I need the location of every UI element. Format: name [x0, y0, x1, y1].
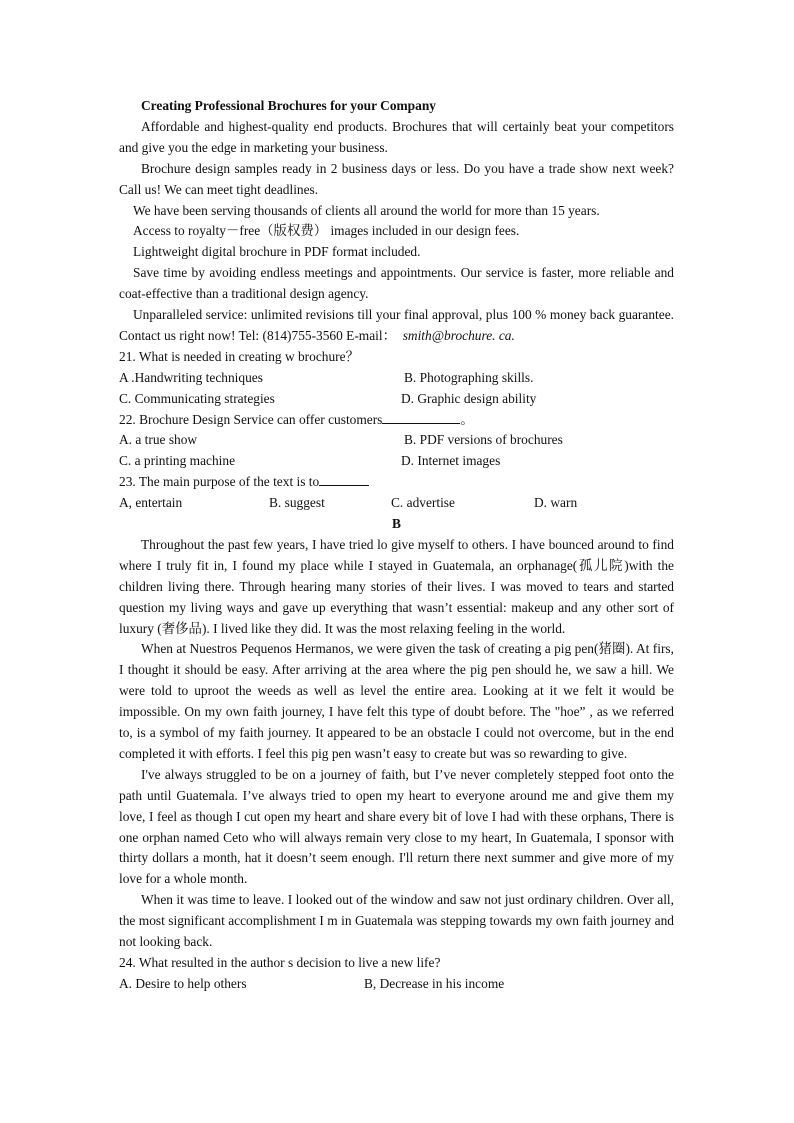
question-21-options-row-2 — [119, 389, 674, 410]
question-22-stem-end: 。 — [460, 411, 474, 427]
passage-a-contact-paragraph — [119, 305, 674, 347]
option-c: C. Communicating strategies — [119, 390, 275, 406]
option-a: A. Desire to help others — [119, 975, 247, 991]
question-24-options-row — [119, 974, 674, 995]
option-a: A. a true show — [119, 432, 198, 448]
contact-text: Unparalleled service: unlimited revisions till your final approval, plus 100 % money back guarantee. Contact us right now! Tel: (814)755-3560 E-mail： — [119, 307, 674, 343]
option-d: D. Internet images — [401, 453, 501, 469]
option-b: B, Decrease in his income — [364, 975, 505, 991]
question-23-stem — [119, 472, 674, 493]
passage-a-paragraph: Affordable and highest-quality end products. Brochures that will certainly beat your competitors and give you the edge in marketing your business. — [119, 118, 674, 155]
question-23-stem-text: 23. The main purpose of the text is to — [119, 474, 320, 490]
passage-a-paragraph: Access to royalty－free（版权费） images included in our design fees. — [133, 223, 520, 239]
option-c: C. advertise — [391, 495, 455, 511]
option-a: A, entertain — [119, 495, 183, 511]
option-b: B. PDF versions of brochures — [404, 432, 563, 448]
passage-b-paragraph: When at Nuestros Pequenos Hermanos, we were given the task of creating a pig pen(猪圈). At firs, I thought it should be easy. After arriving at the area where the pig pen should he, we saw a hill. We were told to uproot the weeds as well as level the entire area. Looking at it we felt it would be impossible. On my own faith journey, I have felt this type of doubt before. The "hoe” , as we referred to, is a symbol of my faith journey. It appeared to be an obstacle I could not overcome, but in the end completed it with efforts. I feel this pig pen wasn’t easy to create but was so rewarding to give. — [119, 641, 674, 761]
question-21-stem: 21. What is needed in creating w brochure？ — [119, 348, 359, 364]
section-b-heading: B — [392, 515, 401, 531]
passage-b-paragraph: When it was time to leave. I looked out of the window and saw not just ordinary children. Over all, the most significant accomplishment I m in Guatemala was stepping towards my own faith journey and not looking back. — [119, 892, 674, 950]
option-a: A .Handwriting techniques — [119, 369, 263, 385]
passage-a-paragraph: We have been serving thousands of clients all around the world for more than 15 years. — [133, 202, 600, 218]
answer-blank — [319, 472, 369, 486]
question-22-stem — [119, 410, 674, 431]
passage-b-paragraph: I've always struggled to be on a journey of faith, but I’ve never completely stepped foot onto the path until Guatemala. I’ve always tried to open my heart to everyone around me and give them my love, I feel as though I cut open my heart and share every bit of love I had with these orphans, There is one orphan named Ceto who will always remain very close to my heart, In Guatemala, I sponsor with thirty dollars a month, hat it doesn’t seem enough. I'll return there next summer and give more of my love for a whole month. — [119, 766, 674, 887]
passage-a-paragraph: Save time by avoiding endless meetings and appointments. Our service is faster, more reliable and coat-effective than a traditional design agency. — [119, 265, 674, 302]
option-c: C. a printing machine — [119, 453, 236, 469]
question-22-options-row-1 — [119, 430, 674, 451]
passage-a-paragraph: Lightweight digital brochure in PDF format included. — [133, 244, 421, 260]
question-24-stem: 24. What resulted in the author s decision to live a new life? — [119, 955, 441, 970]
passage-a-title: Creating Professional Brochures for your Company — [141, 98, 436, 113]
answer-blank — [382, 410, 460, 424]
document-page — [119, 96, 674, 995]
question-21-options-row-1 — [119, 368, 674, 389]
question-23-options-row — [119, 493, 674, 514]
contact-email: smith@brochure. ca. — [402, 327, 515, 343]
option-d: D. warn — [534, 495, 578, 511]
passage-a-paragraph: Brochure design samples ready in 2 business days or less. Do you have a trade show next week? Call us! We can meet tight deadlines. — [119, 160, 674, 197]
option-d: D. Graphic design ability — [401, 390, 537, 406]
question-22-options-row-2 — [119, 451, 674, 472]
option-b: B. suggest — [269, 495, 325, 511]
option-b: B. Photographing skills. — [404, 369, 534, 385]
passage-b-paragraph: Throughout the past few years, I have tried lo give myself to others. I have bounced around to find where I truly fit in, I found my place while I stayed in Guatemala, an orphanage(孤儿院)with the children living there. Through hearing many stories of their lives. I was moved to tears and started question my living ways and gave up everything that wasn’t essential: makeup and any other sort of luxury (奢侈品). I lived like they did. It was the most relaxing feeling in the world. — [119, 536, 674, 636]
question-22-stem-text: 22. Brochure Design Service can offer customers — [119, 411, 383, 427]
